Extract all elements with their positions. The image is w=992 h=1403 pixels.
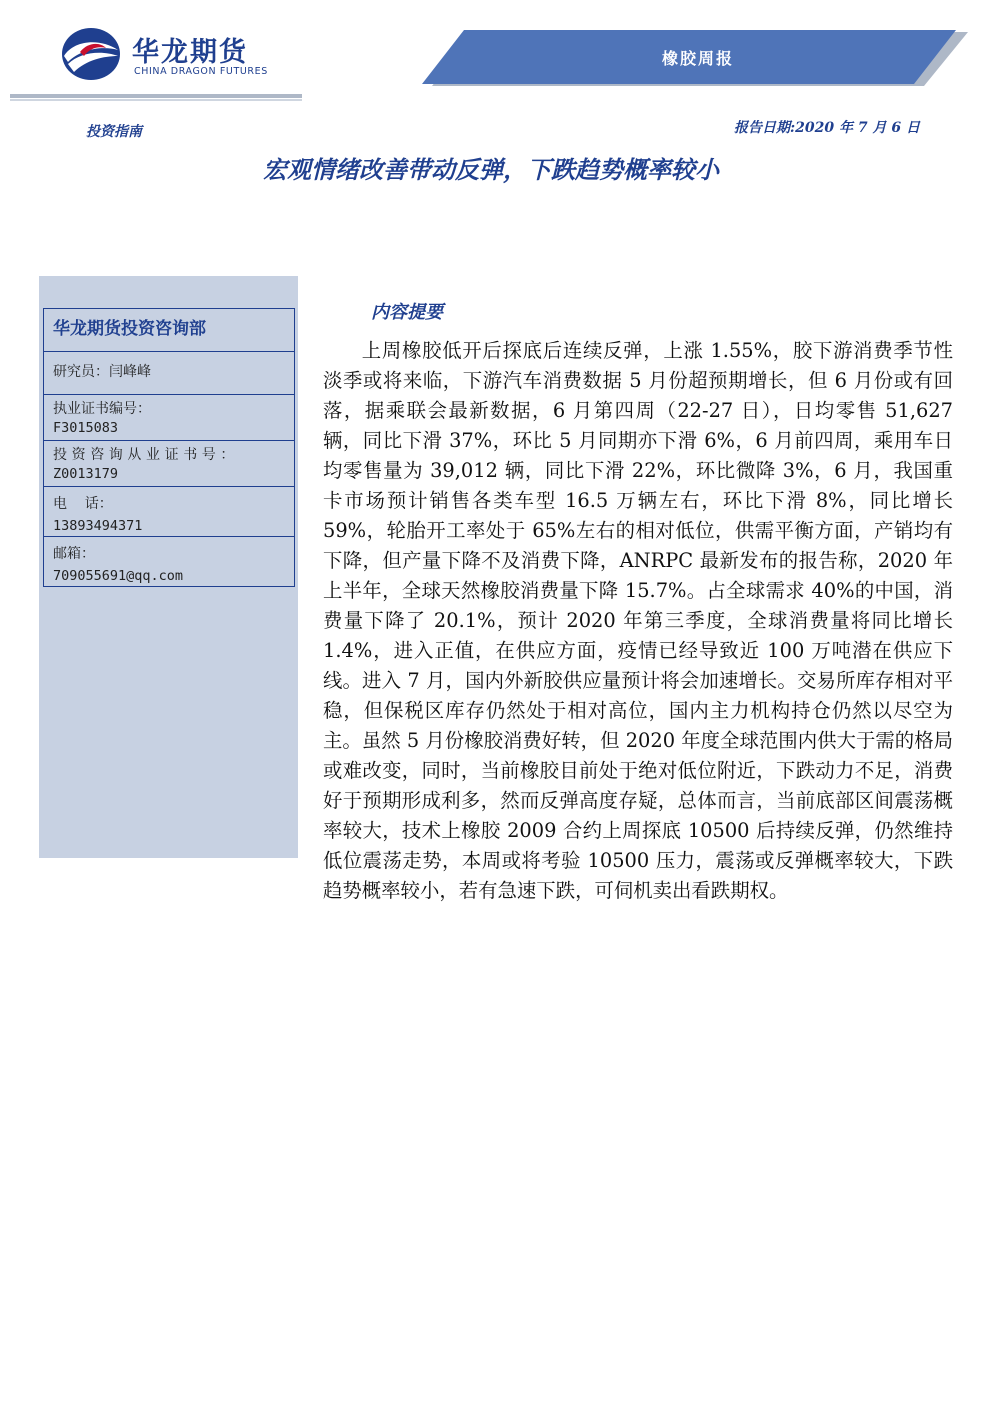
- phone-contact: [44, 486, 294, 536]
- report-title: 宏观情绪改善带动反弹，下跌趋势概率较小: [263, 155, 719, 184]
- dragon-logo-icon: [60, 26, 122, 82]
- header-rule: [10, 94, 302, 98]
- phone-value: 13893494371: [53, 518, 143, 534]
- summary-heading: 内容提要: [371, 302, 443, 323]
- certificate-value: F3015083: [53, 420, 119, 436]
- contact-box: [43, 308, 295, 587]
- date-label: 报告日期:: [734, 120, 796, 136]
- report-date: [734, 117, 920, 137]
- email-contact: [44, 536, 294, 586]
- logo-english-name: CHINA DRAGON FUTURES: [134, 66, 268, 77]
- researcher-name: 研究员：闫峰峰: [44, 351, 294, 394]
- qualification-number: [44, 440, 294, 486]
- qualification-value: Z0013179: [53, 466, 119, 482]
- summary-body: 上周橡胶低开后探底后连续反弹，上涨 1.55%，胶下游消费季节性淡季或将来临，下游汽车消费数据 5 月份超预期增长，但 6 月份或有回落，据乘联会最新数据，6 月第四周（22-27 日），日均零售 51,627 辆，同比下滑 37%，环比 5 月同期亦下滑 6%，6 月前四周，乘用车日均零售量为 39,012 辆，同比下滑 22%，环比微降 3%，6 月，我国重卡市场预计销售各类车型 16.5 万辆左右，环比下滑 8%，同比增长 59%，轮胎开工率处于 65%左右的相对低位，供需平衡方面，产销均有下降，但产量下降不及消费下降，ANRPC 最新发布的报告称，2020 年上半年，全球天然橡胶消费量下降 15.7%。占全球需求 40%的中国，消费量下降了 20.1%，预计 2020 年第三季度，全球消费量将同比增长 1.4%，进入正值，在供应方面，疫情已经导致近 100 万吨潜在供应下线。进入 7 月，国内外新胶供应量预计将会加速增长。交易所库存相对平稳，但保税区库存仍然处于相对高位，国内主力机构持仓仍然以尽空为主。虽然 5 月份橡胶消费好转，但 2020 年度全球范围内供大于需的格局或难改变，同时，当前橡胶目前处于绝对低位附近，下跌动力不足，消费好于预期形成利多，然而反弹高度存疑，总体而言，当前底部区间震荡概率较大，技术上橡胶 2009 合约上周探底 10500 后持续反弹，仍然维持低位震荡走势，本周或将考验 10500 压力，震荡或反弹概率较大，下跌趋势概率较小，若有急速下跌，可伺机卖出看跌期权。: [323, 339, 953, 902]
- certificate-number: [44, 394, 294, 440]
- email-value: 709055691@qq.com: [53, 568, 184, 584]
- company-logo: [60, 26, 270, 82]
- email-label: 邮箱：: [53, 546, 95, 562]
- qualification-label: 投资咨询从业证书号：: [53, 447, 239, 463]
- logo-chinese-name: 华龙期货: [132, 37, 248, 68]
- certificate-label: 执业证书编号：: [53, 401, 151, 417]
- date-value: 2020 年 7 月 6 日: [795, 120, 920, 136]
- department-name: 华龙期货投资咨询部: [53, 319, 206, 339]
- phone-label: 电 话：: [53, 496, 113, 512]
- report-type-label: 橡胶周报: [662, 49, 735, 68]
- header-rule-thin: [10, 99, 302, 101]
- category-label: 投资指南: [86, 124, 142, 140]
